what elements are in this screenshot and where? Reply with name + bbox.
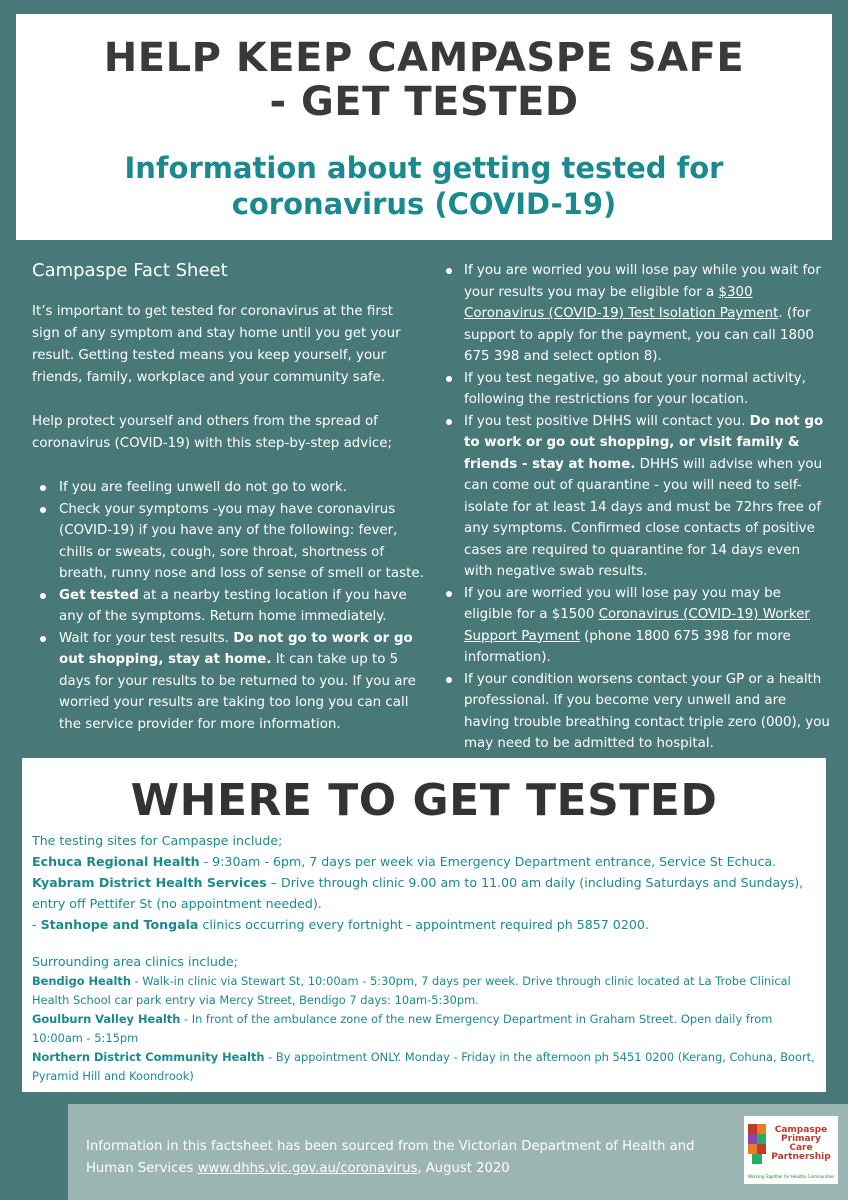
page-subtitle xyxy=(16,150,832,222)
bullet-text: . (for support to apply for the payment, you can call 1800 675 398 and select option 8). xyxy=(464,306,815,364)
clinic-details: - Walk-in clinic via Stewart St, 10:00am - 5:30pm, 7 days per week. Drive through clinic located at La Trobe Clinical Health School car park entry via Mercy Street, Bendigo 7 days: 10am-5:30pm. xyxy=(32,974,791,1007)
bullet-bold: Do not go to work or go out shopping, or visit family & friends - stay at home. xyxy=(464,413,824,472)
site-name: Echuca Regional Health xyxy=(32,854,200,869)
clinic-name: Goulburn Valley Health xyxy=(32,1012,181,1026)
site-stanhope-tongala xyxy=(32,914,816,935)
clinic-goulburn-valley xyxy=(32,1010,816,1048)
surrounding-intro: Surrounding area clinics include; xyxy=(32,954,238,969)
logo-line-2: Primary xyxy=(781,1134,821,1144)
list-item xyxy=(438,411,830,583)
footer-band xyxy=(68,1104,848,1200)
testing-sites-panel xyxy=(22,758,826,1092)
source-date: , August 2020 xyxy=(417,1161,510,1176)
site-kyabram xyxy=(32,872,816,914)
site-echuca xyxy=(32,851,816,872)
fact-sheet-title: Campaspe Fact Sheet xyxy=(32,260,228,281)
dhhs-link[interactable]: www.dhhs.vic.gov.au/coronavirus xyxy=(197,1161,418,1176)
site-prefix: - xyxy=(32,917,41,932)
list-item xyxy=(438,669,830,755)
clinic-details: - By appointment ONLY. Monday - Friday in the afternoon ph 5451 0200 (Kerang, Cohuna, Boort, Pyramid Hill and Koondrook) xyxy=(32,1050,815,1083)
list-item xyxy=(32,499,424,585)
bullet-text: (phone 1800 675 398 for more information). xyxy=(464,628,791,665)
list-item xyxy=(438,583,830,669)
source-text: Information in this factsheet has been sourced from the Victorian Department of Health and Human Services xyxy=(86,1139,695,1176)
subtitle-line-2: coronavirus (COVID-19) xyxy=(231,187,617,221)
bullet-text: It can take up to 5 days for your results to be returned to you. If you are worried your results are taking too long you can call the service provider for more information. xyxy=(59,652,416,732)
results-list xyxy=(438,260,830,755)
left-column xyxy=(32,260,424,735)
spacer xyxy=(32,935,816,951)
partnership-logo xyxy=(744,1116,838,1184)
site-details: – Drive through clinic 9.00 am to 11.00 am daily (including Saturdays and Sundays), entry off Pettifer St (no appointment needed). xyxy=(32,875,804,911)
advice-paragraph: Help protect yourself and others from the spread of coronavirus (COVID-19) with this step-by-step advice; xyxy=(32,414,393,451)
bullet-text: DHHS will advise when you can come out of quarantine - you will need to self-isolate for at least 14 days and must be 72hrs free of any symptoms. Confirmed close contacts of positive cases are required to quarantine for 14 days even with negative swab results. xyxy=(464,456,823,579)
list-item xyxy=(438,260,830,368)
bullet-text: Check your symptoms -you may have coronavirus (COVID-19) if you have any of the following: fever, chills or sweats, cough, sore throat, shortness of breath, runny nose and loss of sense of smell or taste. xyxy=(59,501,424,581)
subtitle-line-1: Information about getting tested for xyxy=(124,151,724,185)
testing-sites-intro: The testing sites for Campaspe include; xyxy=(32,833,283,848)
bullet-text: If you are worried you will lose pay you may be eligible for a $1500 xyxy=(464,585,781,622)
page-title xyxy=(16,36,832,124)
site-details: clinics occurring every fortnight - appointment required ph 5857 0200. xyxy=(198,917,649,932)
advice-list xyxy=(32,477,424,735)
right-column xyxy=(438,260,830,755)
logo-line-1: Campaspe xyxy=(774,1125,828,1135)
bullet-text: If you are feeling unwell do not go to work. xyxy=(59,480,347,495)
list-item xyxy=(32,628,424,736)
puzzle-icon xyxy=(746,1122,768,1170)
title-line-2: - GET TESTED xyxy=(269,79,579,125)
testing-sites-body xyxy=(32,830,816,1086)
clinic-northern-district xyxy=(32,1048,816,1086)
logo-line-3: Care xyxy=(789,1143,813,1153)
bullet-text: Wait for your test results. xyxy=(59,630,234,646)
list-item xyxy=(438,368,830,411)
intro-paragraph: It’s important to get tested for coronavirus at the first sign of any symptom and stay home until you get your result. Getting tested means you keep yourself, your friends, family, workplace and your community safe. xyxy=(32,304,401,385)
isolation-payment-link[interactable]: $300 Coronavirus (COVID-19) Test Isolation Payment xyxy=(464,284,779,321)
bullet-text: If your condition worsens contact your GP or a health professional. If you become very unwell and are having trouble breathing contact triple zero (000), you may need to be admitted to hospital. xyxy=(464,671,830,751)
bullet-text: at a nearby testing location if you have any of the symptoms. Return home immediately. xyxy=(59,587,407,624)
bullet-text: If you test positive DHHS will contact you. xyxy=(464,413,750,429)
logo-wordmark xyxy=(766,1126,836,1162)
worker-support-payment-link[interactable]: Coronavirus (COVID-19) Worker Support Payment xyxy=(464,607,810,644)
testing-sites-title: WHERE TO GET TESTED xyxy=(130,775,718,826)
bullet-bold: Do not go to work or go out shopping, stay at home. xyxy=(59,630,413,667)
clinic-name: Bendigo Health xyxy=(32,974,131,988)
bullet-text: If you test negative, go about your normal activity, following the restrictions for your location. xyxy=(464,370,806,407)
logo-tagline: Working Together for Healthy Communities xyxy=(747,1174,835,1179)
logo-line-4: Partnership xyxy=(771,1152,831,1162)
bullet-text: If you are worried you will lose pay while you wait for your results you may be eligible for a xyxy=(464,263,821,300)
title-line-1: HELP KEEP CAMPASPE SAFE xyxy=(103,35,745,81)
list-item xyxy=(32,585,424,628)
site-name: Kyabram District Health Services xyxy=(32,875,267,890)
clinic-name: Northern District Community Health xyxy=(32,1050,265,1064)
site-name: Stanhope and Tongala xyxy=(40,917,199,932)
bullet-bold: Get tested xyxy=(59,587,139,603)
list-item xyxy=(32,477,424,499)
source-note xyxy=(86,1136,726,1180)
header-banner xyxy=(16,14,832,240)
clinic-bendigo xyxy=(32,972,816,1010)
site-details: - 9:30am - 6pm, 7 days per week via Emergency Department entrance, Service St Echuca. xyxy=(199,854,777,869)
clinic-details: - In front of the ambulance zone of the new Emergency Department in Graham Street. Open daily from 10:00am - 5:15pm xyxy=(32,1012,773,1045)
